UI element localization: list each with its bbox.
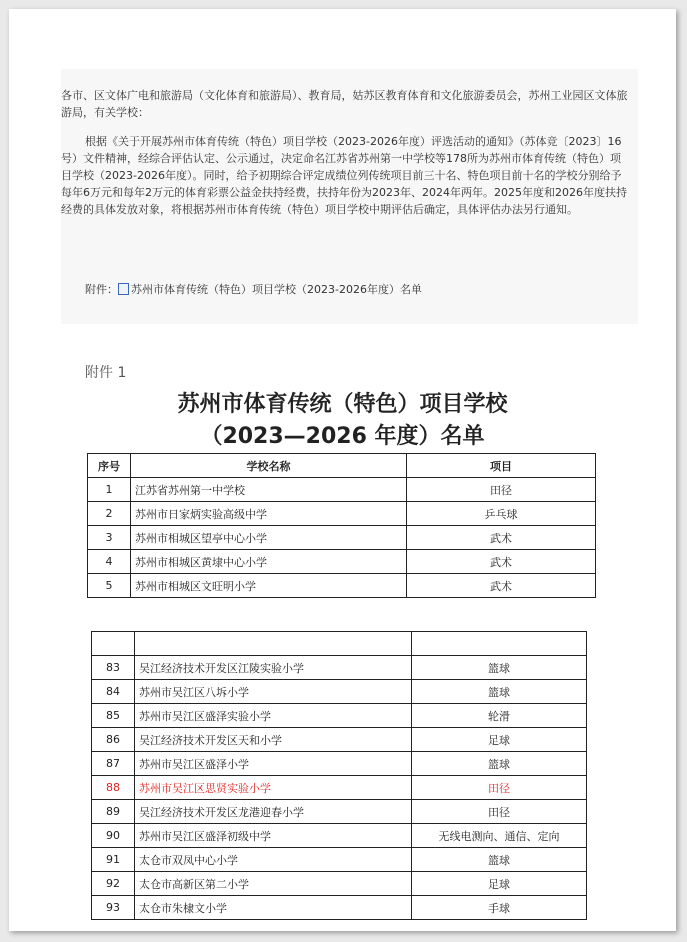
table-row	[88, 574, 596, 598]
row-no: 1	[88, 478, 131, 502]
notice-body: 根据《关于开展苏州市体育传统（特色）项目学校（2023-2026年度）评选活动的通知》（苏体竞〔2023〕16号）文件精神，经综合评估认定、公示通过，决定命名江苏省苏州第一中学校等178所为苏州市体育传统（特色）项目学校（2023-2026年度）。同时，给予初期综合评定成绩位列传统项目前三十名、特色项目前十名的学校分别给予每年6万元和每年2万元的体育彩票公益金扶持经费，扶持年份为2023年、2024年两年。2025年度和2026年度扶持经费的具体发放对象，将根据苏州市体育传统（特色）项目学校中期评估后确定，具体评估办法另行通知。	[61, 135, 627, 216]
table-row	[88, 550, 596, 574]
row-project: 乒乓球	[407, 502, 596, 526]
table-row	[88, 526, 596, 550]
row-project: 田径	[407, 478, 596, 502]
table-row	[88, 502, 596, 526]
row-project: 田径	[412, 776, 587, 800]
table-row	[92, 896, 587, 920]
attachment-prefix: 附件：	[85, 283, 118, 296]
row-no: 87	[92, 752, 135, 776]
row-no: 85	[92, 704, 135, 728]
row-project: 足球	[412, 728, 587, 752]
table-header-row	[88, 454, 596, 478]
row-school-name: 苏州市相城区黄埭中心小学	[131, 550, 407, 574]
table-part2-view	[69, 629, 629, 915]
row-school-name: 苏州市相城区文旺明小学	[131, 574, 407, 598]
table-row	[92, 752, 587, 776]
row-no: 91	[92, 848, 135, 872]
attachment-link[interactable]: 苏州市体育传统（特色）项目学校（2023-2026年度）名单	[131, 283, 422, 296]
table-row	[92, 728, 587, 752]
header-name: 学校名称	[131, 454, 407, 478]
row-project: 篮球	[412, 680, 587, 704]
row-no: 5	[88, 574, 131, 598]
list-title-line1: 苏州市体育传统（特色）项目学校	[177, 392, 508, 417]
row-project: 无线电测向、通信、定向	[412, 824, 587, 848]
row-no: 89	[92, 800, 135, 824]
row-no: 86	[92, 728, 135, 752]
row-no: 2	[88, 502, 131, 526]
row-no: 83	[92, 656, 135, 680]
row-school-name: 太仓市高新区第二小学	[135, 872, 412, 896]
row-school-name: 吴江经济技术开发区龙港迎春小学	[135, 800, 412, 824]
row-project: 田径	[412, 800, 587, 824]
row-project	[412, 632, 587, 656]
row-school-name: 吴江经济技术开发区江陵实验小学	[135, 656, 412, 680]
table-row	[92, 680, 587, 704]
row-school-name: 苏州市吴江区八坼小学	[135, 680, 412, 704]
row-project: 轮滑	[412, 704, 587, 728]
row-school-name: 吴江经济技术开发区天和小学	[135, 728, 412, 752]
list-title-line2: （2023—2026 年度）名单	[200, 424, 485, 449]
document-icon	[118, 283, 129, 295]
row-school-name: 苏州市吴江区盛泽实验小学	[135, 704, 412, 728]
notice-section	[61, 69, 638, 324]
row-no: 90	[92, 824, 135, 848]
table-row	[88, 478, 596, 502]
row-school-name: 苏州市吴江区思贤实验小学	[135, 776, 412, 800]
table-row	[92, 704, 587, 728]
row-school-name: 苏州市吴江区盛泽初级中学	[135, 824, 412, 848]
row-project: 武术	[407, 526, 596, 550]
row-project: 武术	[407, 550, 596, 574]
table-row	[92, 632, 587, 656]
table-row	[92, 656, 587, 680]
row-no: 92	[92, 872, 135, 896]
row-no: 4	[88, 550, 131, 574]
row-project: 篮球	[412, 848, 587, 872]
table-row	[92, 776, 587, 800]
table-row	[92, 872, 587, 896]
row-school-name: 苏州市吴江区盛泽小学	[135, 752, 412, 776]
document-frame	[9, 9, 676, 931]
table-row	[92, 824, 587, 848]
row-no: 88	[92, 776, 135, 800]
row-school-name	[135, 632, 412, 656]
table-part1-view	[69, 449, 629, 609]
row-school-name: 太仓市朱棣文小学	[135, 896, 412, 920]
attachment-line	[85, 281, 422, 298]
row-project: 武术	[407, 574, 596, 598]
row-project: 篮球	[412, 752, 587, 776]
table-row	[92, 848, 587, 872]
row-no: 84	[92, 680, 135, 704]
notice-recipients: 各市、区文体广电和旅游局（文化体育和旅游局）、教育局，姑苏区教育体育和文化旅游委员会，苏州工业园区文体旅游局，有关学校：	[61, 89, 628, 119]
row-school-name: 苏州市相城区望亭中心小学	[131, 526, 407, 550]
school-table-part2	[91, 631, 587, 920]
row-project: 篮球	[412, 656, 587, 680]
header-project: 项目	[407, 454, 596, 478]
table-row	[92, 800, 587, 824]
row-no	[92, 632, 135, 656]
row-no: 93	[92, 896, 135, 920]
school-table-part1	[87, 453, 596, 598]
row-school-name: 苏州市日家炳实验高级中学	[131, 502, 407, 526]
row-project: 足球	[412, 872, 587, 896]
row-project: 手球	[412, 896, 587, 920]
row-school-name: 太仓市双凤中心小学	[135, 848, 412, 872]
row-school-name: 江苏省苏州第一中学校	[131, 478, 407, 502]
attachment-label: 附件 1	[85, 365, 127, 381]
row-no: 3	[88, 526, 131, 550]
header-no: 序号	[88, 454, 131, 478]
